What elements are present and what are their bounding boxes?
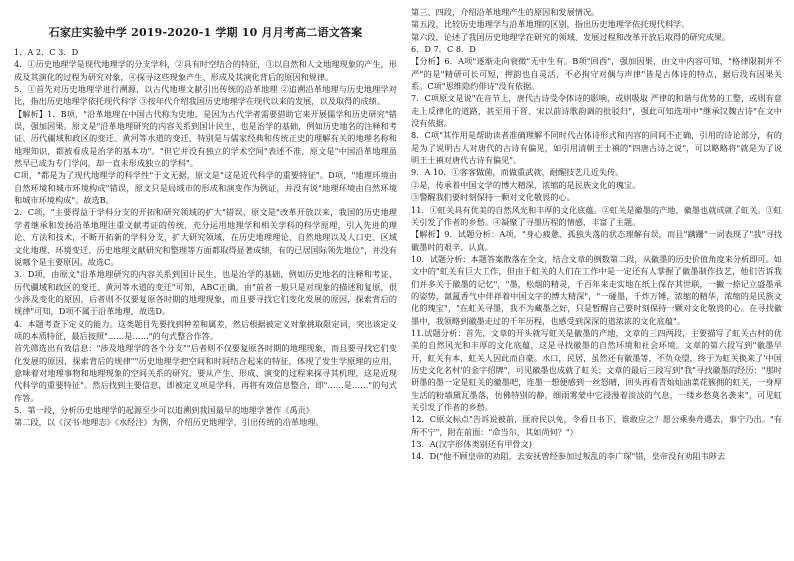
analysis-paragraph: 11.试题分析：首先，文章的开头就写虹关是徽墨的产地，文章的三四两段，主要描写了虹关古村的优美的自然风光和丰厚的文化底蕴，这是寻找徽墨的自然环境和社会环境。文章的第六段写到"徽墨早开，虹关有本，虹关人因此而自豪。水口，民居，虽然还有徽墨等，不负众望，终于为虹关换来了'中国历史文化名村'的金字招牌"，可见徽墨也成就了虹关；文章的最后三段写到"我"寻找徽墨的经历："那时研墨的墨一定是虹关的徽墨吧，连墨一想便感到一丝怒晴，回头再看青灿灿油菜花簇拥的虹关，一身厚生活的粉墙黛瓦墨落，仿佛特别的静，细雨雾蒙中它浸漫着淡淡的气息，一缕乡愁莫名袭来"，可见虹关引发了作者的乡愁。: [411, 327, 782, 412]
answer-paragraph: 5．①首先对历史地理学进行溯源，以古代地理文献引出传统的沿革地理 ②追溯沿革地理与历史地理学对比，指出历史地理学依托现代科学 ③按年代介绍我国历史地理学在现代以来的发展，以及取得的成绩。: [14, 84, 397, 107]
analysis-paragraph: 【解析】1．B项，"沿革地理在中国古代称为史地，是因为古代学者需要借助它来开展儒学和历史研究"错误，强加因果。原文是"沿革地理研究的内容关系到国计民生，也是治学的基础，例如历史地名的注释和考证、历代疆域和政区的变迁、黄河等水道的变迁，特别是与儒家经典和传统正史的理解有关的地理名称和地理知识，都被看成是治学的基本功"。"但它并没有独立的学术空间"表述不准，原文是"中国沿革地理虽然早已成为专门学问，却一直未形成独立的学科"。: [14, 108, 397, 169]
answer-paragraph: 11．①虹关具有优美的自然风光和丰厚的文化底蕴。②虹关是徽墨的产地，徽墨也就成就了虹关。③虹关引发了作者的乡愁。④凝聚了寻墨历程的情感，丰富了主题。: [411, 204, 782, 227]
analysis-paragraph: 【分析】6．A项"逐渐走向衰微"无中生有。B项"回西"，强加因果，由文中内容可知，"格律限制并不严"的是"精研可长可短，押韵也自灵活，不必拘守对偶与声律"皆是古体诗的特点，据后没有因果关系。C项"思维隐约俳诗"没有依据。: [411, 56, 782, 92]
analysis-paragraph: 12．C原文标点"告诉说被前，匪府民以免，令看日书下，谁敢应之？愿公乘奏舟遇去，事宁乃出。"有所不宁"，附在前面："命当尔，其如尚何？"）: [411, 414, 782, 437]
answer-paragraph: 9．A 10．①客客做菌，而做重武就，耐醒技艺几近失传。: [411, 167, 624, 178]
analysis-paragraph: 第六段，论述了我国历史地理学在研究的领域、发展过程和改革开放后取得的研究成果。: [411, 31, 731, 42]
analysis-paragraph: 3．D项，由原文"沿革地理研究的内容关系到国计民生，也是治学的基础，例如历史地名的注释和考证、历代疆域和政区的变迁、黄河等水道的变迁"可知，ABC正确，由"前者一般只是对现象的描述和复原，很少涉及变化的原因，后者则不仅要复原各时期的地理现象，而且要寻找它们变化发展的原因，探索背后的规律"可知，D项不属于沿革地理，故选D。: [14, 269, 397, 317]
answer-paragraph: ②是，传承着中国文学的博大精深，浓缩的是民族文化的瑰宝。: [411, 179, 641, 190]
analysis-paragraph: 第五段，比较历史地理学与沿革地理的区别，指出历史地理学依托现代科学。: [411, 19, 690, 30]
answer-paragraph: 14．D("他不顾皇帝的劝阻，去安抚曾经参加过叛乱的李广琛"错，皇帝没有劝阻韦陟去: [411, 451, 726, 462]
right-column: [411, 6, 782, 556]
analysis-paragraph: 【解析】9．试题分析：A项，"身心疲惫、孤独失落的状态理解有误，而且"蹒跚"一词表现了"我"寻找徽墨时的艰辛、认真。: [411, 229, 782, 252]
answer-paragraph: ③警醒我们要时刻保持一颗对文化敬畏的心。: [411, 192, 575, 203]
analysis-paragraph: 第三、四段，介绍沿革地理产生的原因和发展情况。: [411, 7, 600, 17]
analysis-paragraph: 2．C项，"主要得益于学科分支的开拓和研究领域的扩大"错误，原文是"改革开放以来，我国的历史地理学者继承和发扬沿革地理注重文献考证的传统，充分运用地理学和相关学科的科学原理，引入先进的理论、方法和技术，不断开拓新的学科分支，扩大研究领域，在历史地理理论、自然地理以及人口史、区域文化地理、环境变迁、历史地理文献研究和整理等方面都取得显著成绩，有的已居国际领先地位"，并没有说哪个是主要原因。故选C。: [14, 207, 397, 267]
answer-paragraph: 13．A(汉字形体类别还有甲骨文): [411, 439, 532, 450]
answer-paragraph: 1．A 2．C 3．D: [14, 47, 79, 57]
analysis-paragraph: C项，"都是为了现代地理学的科学性"于文无据，原文是"这是近代科学的重要特征"。D项，"地理环境由自然环境和城市环境构成"错误，原文只是局域市的形成和演变作为例证，并没有说"地理环境由自然环境和城市环境构成"。故选B。: [14, 170, 397, 206]
analysis-paragraph: 7．C项原文是说"在音节上，唐代古诗受令体诗的影响，或则吸取 严律的和谐与优势的工整，或则有意走上反律化的道路，甚至用于晋、宋以前诗歌韵调的批驳归"，强此可知选项中"继承汉魏古诗"在文中没有依据。: [411, 93, 782, 129]
page-title: 石家庄实验中学 2019-2020-1 学期 10 月月考高二语文答案: [48, 26, 363, 39]
analysis-paragraph: 10．试题分析：本题答案散落在全文，结合文章的倒数第二段，从徽墨的历史价值角度来分析即可。如文中的"虹关有巨大工作，但由于虹关的人们在工作中是一定还有人掌握了徽墨制作技艺，他们告诉我们并多关于徽墨的记忆"，"墨，松烟的精灵，千百年来走实地在纸上保存其世联，一撇一捺记立盛墨承的姿势，氤氲香气中伴祥着中国文字的博大精深"，"一碰墨，千炸万锤，浓缩的精华，浓缩的是民族文化的瑰宝"，"在虹关寻墨，我不为藏墨之好，只是暂醒自己要时刻保持一颗对文化敬畏的心。在寻找徽墨中，我领略到徽墨走过的千年历程，也感受到深深的道浓浓的文化底蕴"。: [411, 253, 782, 326]
analysis-paragraph: 8．C项"其作用是帮助读者准确理解不同时代古体诗形式和内容的同间不正确，引用的诗论部分，有的是为了说明古人对唐代的古诗有偏见，如引用清朝王士禛的"四唐古诗之说"，可以略略将"就是为了说明王士禛对唐代古诗有偏见"。: [411, 130, 782, 166]
answer-paragraph: 4．①历史地理学是现代地理学的分支学科，②具有时空结合的特征，③以自然和人文地理现象的产生，形成及其演化的过程为研究对象，④探寻这些现象产生、形成及其演化背后的原因和规律。: [14, 59, 397, 82]
analysis-paragraph: 第二段，以《汉书·地理志》《水经注》为例，介绍历史地理学，引出传统的沿革地理。: [14, 417, 324, 428]
analysis-paragraph: 首先筛选出有效信息："涉及地理学的各个分支""后者则不仅要复原各时期的地理现象，而且要寻找它们变化发展的原因，探索背后的规律""历史地理学把空间和时间结合起来的特征，体现了发生学原理的应用，意味着对地理事物和地理现象的空间关系的研究，要从产生、形成、演变的过程来探寻其机理，这是近现代科学的重要特征"。然后找到主要信息，即被定义项是学科，再将有效信息整合，即"……是……"的句式作答。: [14, 343, 397, 403]
analysis-paragraph: 4．本题考查下定义的能力。这类题目先要找到种差和属差，然后根据被定义对象挑取限定词，突出该定义项的本质特征，最后按照"……是……"的句式整合作答。: [14, 318, 397, 341]
analysis-paragraph: 5．第一段，分析历史地理学的起源至少可以追溯到我国最早的地理学著作《禹贡》: [14, 404, 314, 415]
answer-paragraph: 6．D 7．C 8．D: [411, 44, 476, 55]
left-column: [14, 18, 397, 556]
